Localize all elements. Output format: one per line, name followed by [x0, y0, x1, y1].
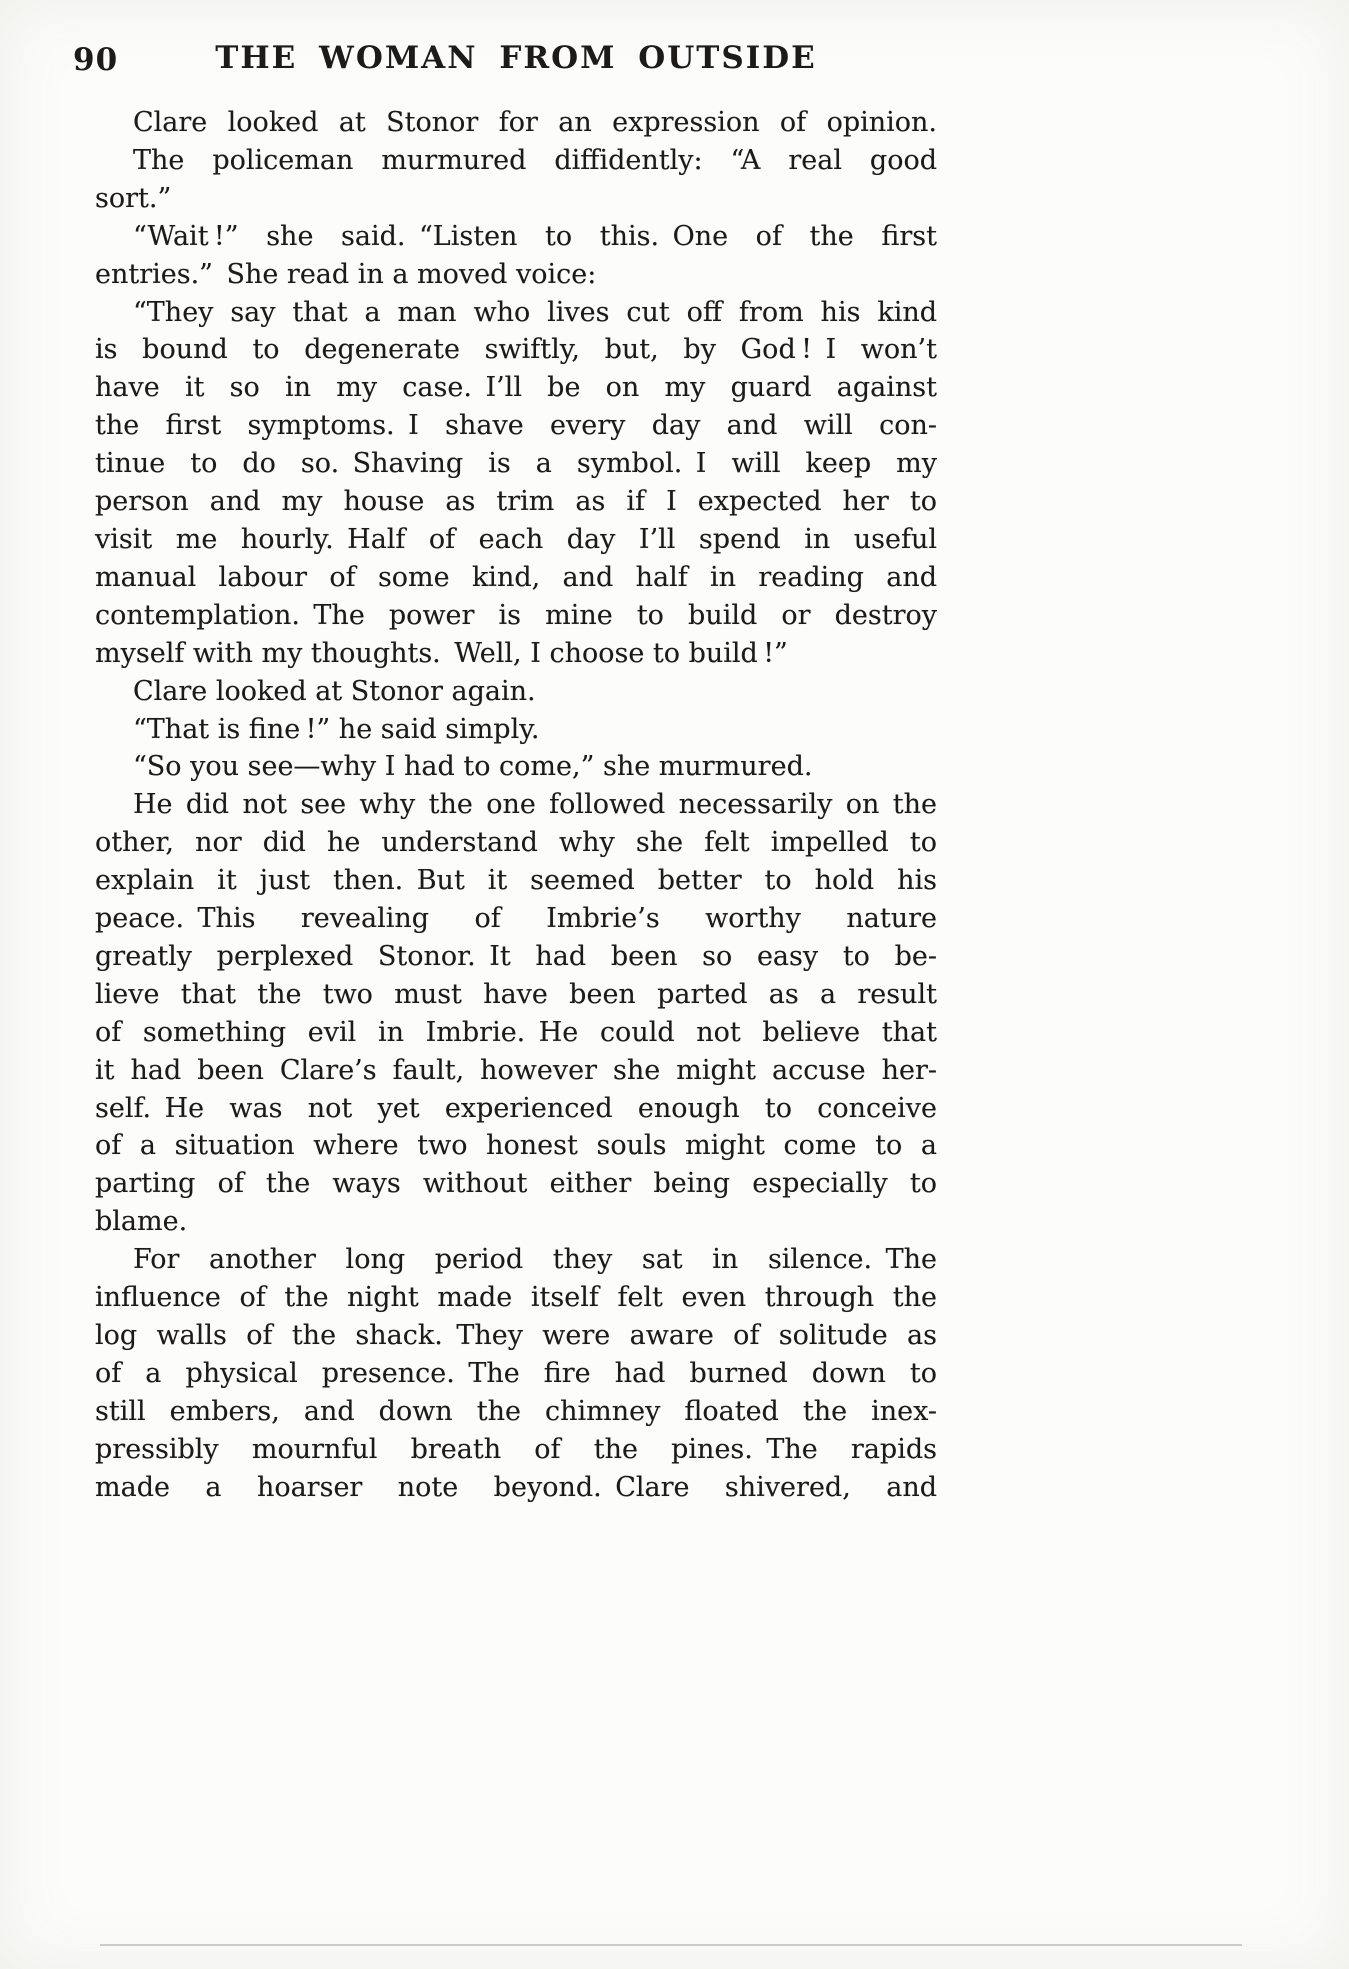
paragraph: [95, 1241, 937, 1506]
scan-edge-line: [100, 1944, 1242, 1946]
text-line: self. He was not yet experienced enough to conceive: [95, 1092, 937, 1124]
text-line: made a hoarser note beyond. Clare shivered, and: [95, 1471, 937, 1503]
text-line: contemplation. The power is mine to build or destroy: [95, 599, 937, 631]
text-line: “They say that a man who lives cut off from his kind: [133, 296, 937, 328]
paragraph: [95, 218, 937, 294]
text-line: of a physical presence. The fire had burned down to: [95, 1357, 937, 1389]
paragraph: [95, 673, 937, 711]
text-line: manual labour of some kind, and half in reading and: [95, 561, 937, 593]
text-line: myself with my thoughts. Well, I choose to build !”: [95, 637, 788, 669]
text-line: “Wait !” she said. “Listen to this. One of the first: [133, 220, 937, 252]
text-line: of a situation where two honest souls might come to a: [95, 1130, 937, 1162]
text-line: of something evil in Imbrie. He could not believe that: [95, 1016, 937, 1048]
paragraph: [95, 142, 937, 218]
paragraph: [95, 294, 937, 673]
text-line: Clare looked at Stonor for an expression of opinion.: [133, 107, 937, 138]
text-line: log walls of the shack. They were aware of solitude as: [95, 1320, 937, 1351]
text-line: Clare looked at Stonor again.: [133, 675, 536, 707]
page-number: 90: [73, 42, 119, 78]
text-line: explain it just then. But it seemed better to hold his: [95, 865, 937, 897]
text-line: pressibly mournful breath of the pines. The rapids: [95, 1433, 937, 1465]
text-line: For another long period they sat in silence. The: [133, 1244, 937, 1276]
text-line: peace. This revealing of Imbrie’s worthy nature: [95, 903, 937, 935]
paragraph: [95, 786, 937, 1241]
page-header: [73, 40, 937, 86]
text-line: tinue to do so. Shaving is a symbol. I will keep my: [95, 448, 937, 480]
text-line: have it so in my case. I’ll be on my guard against: [95, 372, 937, 404]
text-line: influence of the night made itself felt even through the: [95, 1282, 937, 1314]
text-line: other, nor did he understand why she felt impelled to: [95, 827, 937, 859]
text-line: greatly perplexed Stonor. It had been so easy to be-: [95, 940, 937, 972]
text-line: is bound to degenerate swiftly, but, by God ! I won’t: [95, 334, 937, 366]
text-line: parting of the ways without either being especially to: [95, 1168, 937, 1200]
text-line: lieve that the two must have been parted as a result: [95, 978, 937, 1010]
text-line: He did not see why the one followed necessarily on the: [133, 789, 937, 821]
text-line: “So you see—why I had to come,” she murmured.: [133, 751, 813, 783]
running-title: THE WOMAN FROM OUTSIDE: [215, 40, 817, 76]
paragraph: [95, 748, 937, 786]
text-line: “That is fine !” he said simply.: [133, 713, 540, 745]
text-line: The policeman murmured diffidently: “A real good: [133, 144, 937, 176]
text-line: blame.: [95, 1206, 188, 1238]
text-line: the first symptoms. I shave every day and will con-: [95, 410, 937, 442]
paragraph: [95, 104, 937, 142]
text-line: sort.”: [95, 182, 172, 214]
paragraph: [95, 711, 937, 749]
text-line: still embers, and down the chimney floated the inex-: [95, 1395, 937, 1427]
text-block: [95, 104, 937, 1507]
text-line: it had been Clare’s fault, however she might accuse her-: [95, 1054, 937, 1086]
text-line: entries.” She read in a moved voice:: [95, 258, 597, 290]
text-line: visit me hourly. Half of each day I’ll spend in useful: [95, 523, 937, 555]
text-line: person and my house as trim as if I expected her to: [95, 486, 937, 518]
